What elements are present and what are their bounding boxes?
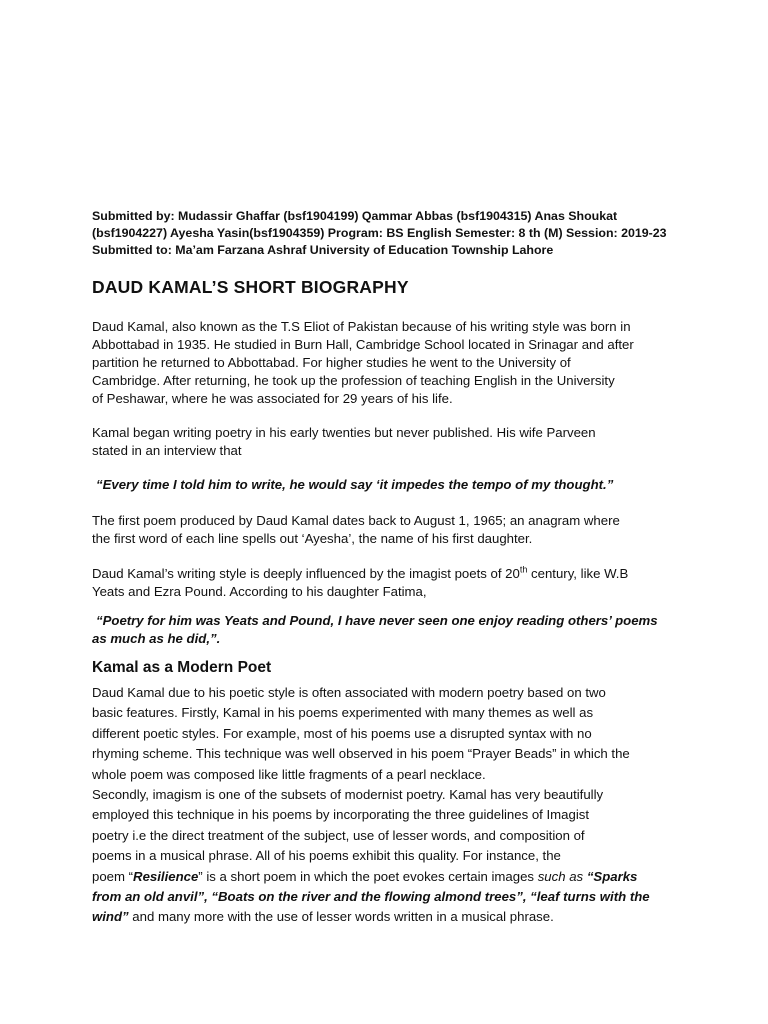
submission-details <box>92 208 667 259</box>
text-segment: century, like W.B <box>527 566 629 581</box>
superscript: th <box>519 564 528 575</box>
text-line: partition he returned to Abbottabad. For higher studies he went to the University of <box>92 355 571 370</box>
biography-paragraph-2 <box>92 424 682 460</box>
text-line: whole poem was composed like little fragments of a pearl necklace. <box>92 766 486 782</box>
text-line: employed this technique in his poems by incorporating the three guidelines of Imagist <box>92 807 590 823</box>
page-title: DAUD KAMAL’S SHORT BIOGRAPHY <box>92 277 409 297</box>
text-line: stated in an interview that <box>92 443 242 458</box>
poem-title: Resilience <box>133 868 199 884</box>
text-line: Abbottabad in 1935. He studied in Burn Hall, Cambridge School located in Srinagar and after <box>92 337 634 352</box>
text-segment: Daud Kamal’s writing style is deeply influenced by the imagist poets of 20 <box>92 566 520 581</box>
biography-paragraph-1 <box>92 318 682 408</box>
biography-paragraph-4 <box>92 565 682 601</box>
quote-fatima <box>92 612 686 648</box>
text-line: The first poem produced by Daud Kamal dates back to August 1, 1965; an anagram where <box>92 513 620 528</box>
text-segment: and many more with the use of lesser words written in a musical phrase. <box>128 909 554 925</box>
poem-image-quote: from an old anvil”, “Boats on the river and the flowing almond trees”, “leaf turns with the <box>92 889 650 905</box>
text-line: basic features. Firstly, Kamal in his poems experimented with many themes as well as <box>92 705 594 721</box>
text-line: of Peshawar, where he was associated for 29 years of his life. <box>92 391 453 406</box>
text-line: the first word of each line spells out ‘Ayesha’, the name of his first daughter. <box>92 531 533 546</box>
text-line <box>92 907 682 927</box>
text-line: poems in a musical phrase. All of his poems exhibit this quality. For instance, the <box>92 848 561 864</box>
quote-line: “Every time I told him to write, he would say ‘it impedes the tempo of my thought.” <box>96 477 614 492</box>
text-line: Cambridge. After returning, he took up the profession of teaching English in the University <box>92 373 615 388</box>
text-line: rhyming scheme. This technique was well observed in his poem “Prayer Beads” in which the <box>92 746 630 762</box>
text-line: Daud Kamal, also known as the T.S Eliot of Pakistan because of his writing style was born in <box>92 319 631 334</box>
poem-image-quote: “Sparks <box>586 868 638 884</box>
text-line <box>92 867 682 887</box>
text-segment: poem “ <box>92 868 134 884</box>
quote-line: as much as he did,”. <box>92 631 221 646</box>
quote-parveen <box>96 476 686 494</box>
text-segment: ” is a short poem in which the poet evokes certain images <box>198 868 538 884</box>
text-line <box>92 565 682 583</box>
text-line: Yeats and Ezra Pound. According to his daughter Fatima, <box>92 584 427 599</box>
text-line: Secondly, imagism is one of the subsets of modernist poetry. Kamal has very beautifully <box>92 787 604 803</box>
modern-poet-body <box>92 683 682 928</box>
poem-image-quote: wind” <box>92 909 129 925</box>
text-segment: such as <box>537 868 587 884</box>
text-line: different poetic styles. For example, most of his poems use a disrupted syntax with no <box>92 725 592 741</box>
biography-paragraph-3 <box>92 512 682 548</box>
text-line: Daud Kamal due to his poetic style is often associated with modern poetry based on two <box>92 685 606 700</box>
quote-line: “Poetry for him was Yeats and Pound, I have never seen one enjoy reading others’ poems <box>96 613 658 628</box>
submission-line: Submitted by: Mudassir Ghaffar (bsf1904199) Qammar Abbas (bsf1904315) Anas Shoukat <box>92 209 618 223</box>
section-heading: Kamal as a Modern Poet <box>92 659 272 676</box>
text-line: poetry i.e the direct treatment of the subject, use of lesser words, and composition of <box>92 827 585 843</box>
submission-line: Submitted to: Ma’am Farzana Ashraf University of Education Township Lahore <box>92 243 554 257</box>
submission-line: (bsf1904227) Ayesha Yasin(bsf1904359) Program: BS English Semester: 8 th (M) Session: 2019-23 <box>92 226 667 240</box>
text-line: Kamal began writing poetry in his early twenties but never published. His wife Parveen <box>92 425 596 440</box>
